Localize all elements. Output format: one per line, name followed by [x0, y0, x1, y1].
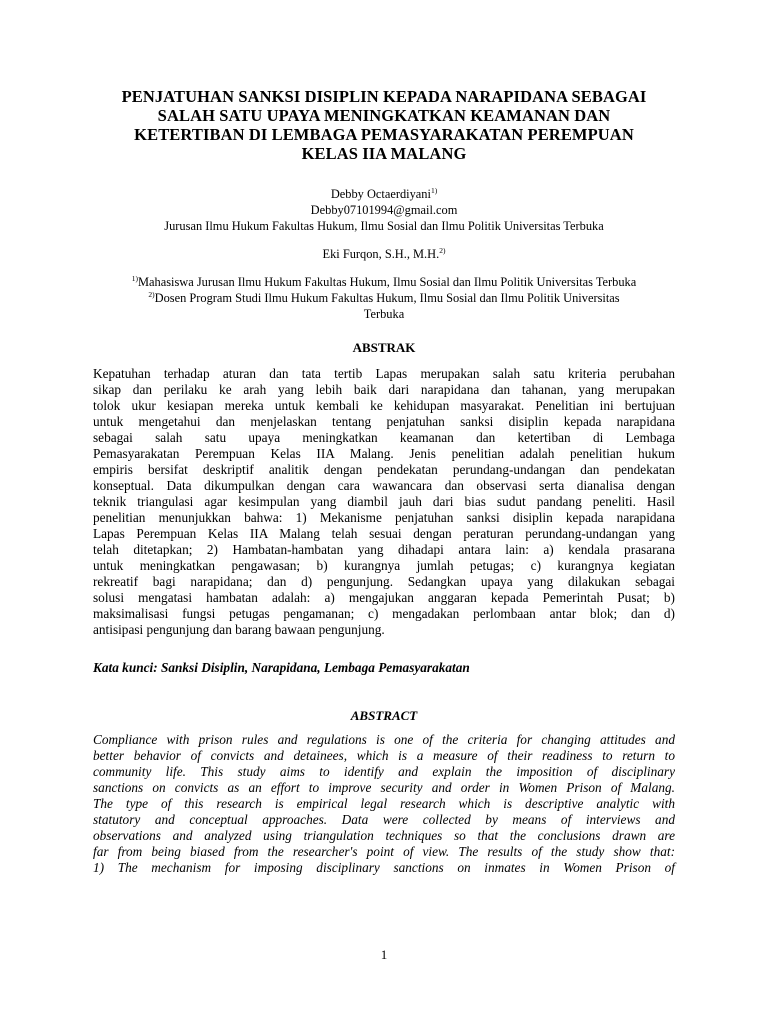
- abstrak-line: Pemasyarakatan Perempuan Kelas IIA Malang. Jenis penelitian adalah penelitian hukum: [93, 446, 675, 461]
- author-block: [93, 186, 675, 322]
- affiliation-1: [93, 274, 675, 290]
- abstrak-line: sikap dan perilaku ke arah yang lebih baik dari narapidana dan tahanan, yang merupakan: [93, 382, 675, 397]
- abstrak-line: Lapas Perempuan Kelas IIA Malang telah sesuai dengan peraturan perundang-undangan yang: [93, 526, 675, 541]
- abstract-line: Compliance with prison rules and regulations is one of the criteria for changing attitudes and: [93, 732, 675, 747]
- author-2-sup: 2): [439, 246, 446, 255]
- affiliation-1-sup: 1): [131, 274, 138, 283]
- affiliation-1-text: Mahasiswa Jurusan Ilmu Hukum Fakultas Hukum, Ilmu Sosial dan Ilmu Politik Universitas Terbuka: [137, 275, 637, 289]
- abstrak-line: telah ditetapkan; 2) Hambatan-hambatan yang dihadapi antara lain: a) kendala prasarana: [93, 542, 675, 557]
- affiliation-2-sup: 2): [148, 290, 155, 299]
- abstrak-line: sebagai salah satu upaya meningkatkan keamanan dan ketertiban di Lembaga: [93, 430, 675, 445]
- page-number: 1: [380, 947, 388, 962]
- author-2: [93, 246, 675, 262]
- title-line: PENJATUHAN SANKSI DISIPLIN KEPADA NARAPIDANA SEBAGAI: [121, 87, 647, 106]
- keywords: Kata kunci: Sanksi Disiplin, Narapidana, Lembaga Pemasyarakatan: [93, 660, 470, 675]
- abstract-body: [93, 732, 675, 876]
- abstrak-line: Kepatuhan terhadap aturan dan tata tertib Lapas merupakan salah satu kriteria perubahan: [93, 366, 675, 381]
- abstract-heading: ABSTRACT: [350, 708, 418, 723]
- abstrak-body: [93, 366, 675, 638]
- abstrak-line: rekreatif bagi narapidana; dan d) pengunjung. Sedangkan upaya yang dilakukan sebagai: [93, 574, 675, 589]
- paper-title: [93, 87, 675, 163]
- abstrak-line: untuk meningkatkan pengawasan; b) kurangnya jumlah petugas; c) kurangnya kegiatan: [93, 558, 675, 573]
- abstrak-line: tolok ukur kesiapan mereka untuk kembali ke kehidupan masyarakat. Penelitian ini bertujuan: [93, 398, 675, 413]
- abstract-line: community life. This study aims to identify and explain the imposition of disciplinary: [93, 764, 675, 779]
- paper-page: [93, 87, 675, 876]
- abstract-line: better behavior of convicts and detainees, which is a measure of their readiness to return to: [93, 748, 675, 763]
- author-1-name: Debby Octaerdiyani: [330, 187, 431, 201]
- abstrak-line: antisipasi pengunjung dan barang bawaan pengunjung.: [93, 622, 385, 637]
- affiliation-2-text: Dosen Program Studi Ilmu Hukum Fakultas Hukum, Ilmu Sosial dan Ilmu Politik Universitas: [154, 291, 620, 305]
- title-line: SALAH SATU UPAYA MENINGKATKAN KEAMANAN DAN: [157, 106, 611, 125]
- author-1-dept: Jurusan Ilmu Hukum Fakultas Hukum, Ilmu Sosial dan Ilmu Politik Universitas Terbuka: [164, 219, 604, 233]
- abstract-line: The type of this research is empirical legal research which is descriptive analytic with: [93, 796, 675, 811]
- abstrak-line: teknik triangulasi agar kesimpulan yang diambil jauh dari bias sudut pandang peneliti. Hasil: [93, 494, 675, 509]
- abstrak-line: maksimalisasi fungsi petugas pengamanan; c) mengadakan perlombaan antar blok; dan d): [93, 606, 675, 621]
- affiliation-2-cont: Terbuka: [363, 307, 405, 321]
- author-1-sup: 1): [430, 186, 438, 195]
- abstract-line: statutory and conceptual approaches. Data were collected by means of interviews and: [93, 812, 675, 827]
- author-1: [93, 186, 675, 202]
- affiliation-2: [93, 290, 675, 306]
- title-line: KETERTIBAN DI LEMBAGA PEMASYARAKATAN PEREMPUAN: [134, 125, 634, 144]
- abstract-line: far from being biased from the researcher's point of view. The results of the study show that:: [93, 844, 675, 859]
- abstract-line: observations and analyzed using triangulation techniques so that the conclusions drawn are: [93, 828, 675, 843]
- abstract-line: sanctions on convicts as an effort to improve security and order in Women Prison of Malang.: [93, 780, 675, 795]
- abstrak-heading: ABSTRAK: [352, 340, 416, 355]
- abstrak-line: untuk mengetahui dan menjelaskan tentang penjatuhan sanksi disiplin kepada narapidana: [93, 414, 675, 429]
- abstrak-line: empiris bersifat deskriptif analitik dengan pendekatan perundang-undangan dan pendekatan: [93, 462, 675, 477]
- author-1-email: Debby07101994@gmail.com: [310, 203, 458, 217]
- abstrak-line: penelitian menunjukkan bahwa: 1) Mekanisme penjatuhan sanksi disiplin kepada narapidana: [93, 510, 675, 525]
- abstract-line: 1) The mechanism for imposing disciplinary sanctions on inmates in Women Prison of: [93, 860, 675, 875]
- abstrak-line: konseptual. Data dikumpulkan dengan cara wawancara dan observasi serta dianalisa dengan: [93, 478, 675, 493]
- abstrak-line: solusi mengatasi hambatan adalah: a) mengajukan anggaran kepada Pemerintah Pusat; b): [93, 590, 675, 605]
- author-2-name: Eki Furqon, S.H., M.H.: [322, 247, 440, 261]
- title-line: KELAS IIA MALANG: [301, 144, 467, 163]
